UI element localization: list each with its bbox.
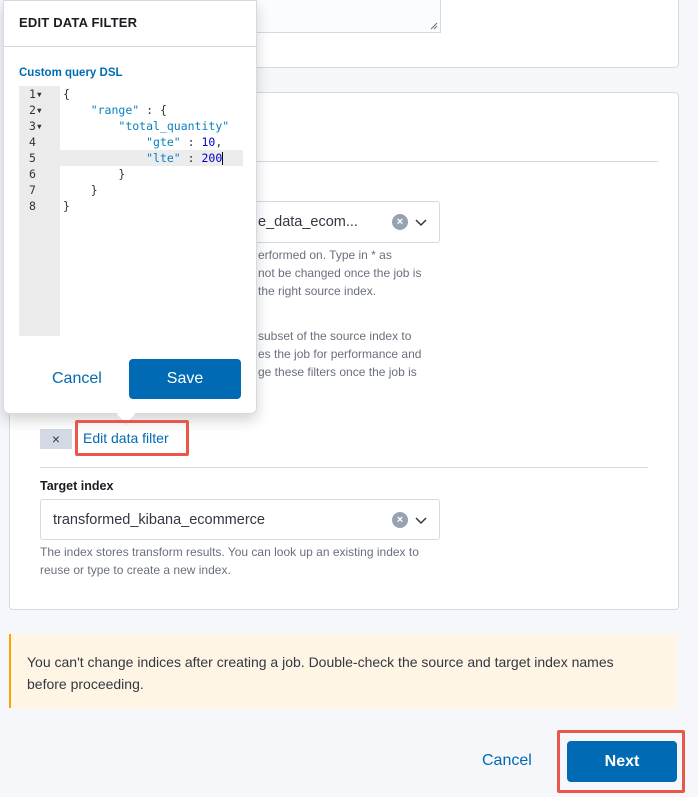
line-number: 2▾ <box>29 103 43 117</box>
code-text <box>63 150 223 166</box>
next-button[interactable]: Next <box>567 741 677 782</box>
target-index-value: transformed_kibana_ecommerce <box>53 511 265 528</box>
string-token: "gte" <box>146 135 181 149</box>
punct-token: { <box>63 87 70 101</box>
code-line <box>19 86 243 102</box>
punct-token: } <box>63 199 70 213</box>
code-text <box>63 182 98 198</box>
save-button[interactable]: Save <box>129 359 241 399</box>
target-index-combo[interactable] <box>40 499 440 540</box>
text-caret <box>222 152 223 165</box>
warning-callout <box>9 634 677 708</box>
code-line <box>19 134 243 150</box>
code-line <box>19 118 243 134</box>
source-index-value: e_data_ecom... <box>258 214 358 230</box>
string-token: "total_quantity" <box>118 119 230 133</box>
line-number: 7 <box>29 183 36 197</box>
line-number: 5 <box>29 151 36 165</box>
punct-token <box>63 151 146 165</box>
punct-token: : <box>180 135 202 149</box>
clear-icon[interactable]: × <box>392 512 408 528</box>
code-line <box>19 198 243 214</box>
chevron-down-icon[interactable] <box>414 513 428 527</box>
number-token: 200 <box>201 151 223 165</box>
popover-divider <box>4 46 256 47</box>
line-number: 3▾ <box>29 119 43 133</box>
string-token: "range" <box>90 103 140 117</box>
code-text <box>63 86 70 102</box>
code-text <box>63 166 125 182</box>
punct-token: , <box>215 135 223 149</box>
code-text <box>63 118 229 134</box>
punct-token <box>63 103 91 117</box>
warning-text: You can't change indices after creating a job. Double-check the source and target index names before proceeding. <box>27 654 614 692</box>
code-line <box>19 150 243 166</box>
edit-data-filter-link[interactable]: Edit data filter <box>83 430 169 446</box>
edit-data-filter-popover <box>3 0 257 414</box>
punct-token: } <box>63 167 126 181</box>
target-index-help: The index stores transform results. You can look up an existing index to reuse or type to create a new index. <box>40 545 419 577</box>
custom-query-dsl-label: Custom query DSL <box>19 67 123 79</box>
code-line <box>19 102 243 118</box>
number-token: 10 <box>201 135 216 149</box>
remove-filter-button[interactable]: × <box>40 429 72 449</box>
filter-pill <box>40 429 180 449</box>
section-divider <box>40 467 648 468</box>
punct-token <box>63 135 146 149</box>
punct-token: : { <box>139 103 167 117</box>
code-line <box>19 166 243 182</box>
code-line <box>19 182 243 198</box>
clear-icon[interactable]: × <box>392 214 408 230</box>
query-dsl-editor[interactable] <box>19 86 243 336</box>
code-text <box>63 134 222 150</box>
code-text <box>63 198 70 214</box>
chevron-down-icon[interactable] <box>414 215 428 229</box>
line-number: 4 <box>29 135 36 149</box>
cancel-button[interactable]: Cancel <box>482 752 532 769</box>
punct-token <box>63 119 118 133</box>
string-token: "lte" <box>146 151 181 165</box>
punct-token: : <box>180 151 202 165</box>
line-number: 8 <box>29 199 36 213</box>
line-number: 6 <box>29 167 36 181</box>
punct-token: } <box>63 183 98 197</box>
popover-title: EDIT DATA FILTER <box>19 15 138 30</box>
popover-cancel-button[interactable]: Cancel <box>52 370 102 387</box>
resize-handle-icon[interactable] <box>430 22 438 30</box>
line-number: 1▾ <box>29 87 43 101</box>
code-text <box>63 102 167 118</box>
target-index-label: Target index <box>40 479 114 493</box>
source-index-help: erformed on. Type in * as not be changed once the job is the right source index. <box>258 248 422 298</box>
data-filter-help: subset of the source index to es the job for performance and ge these filters once the job is <box>258 329 422 379</box>
